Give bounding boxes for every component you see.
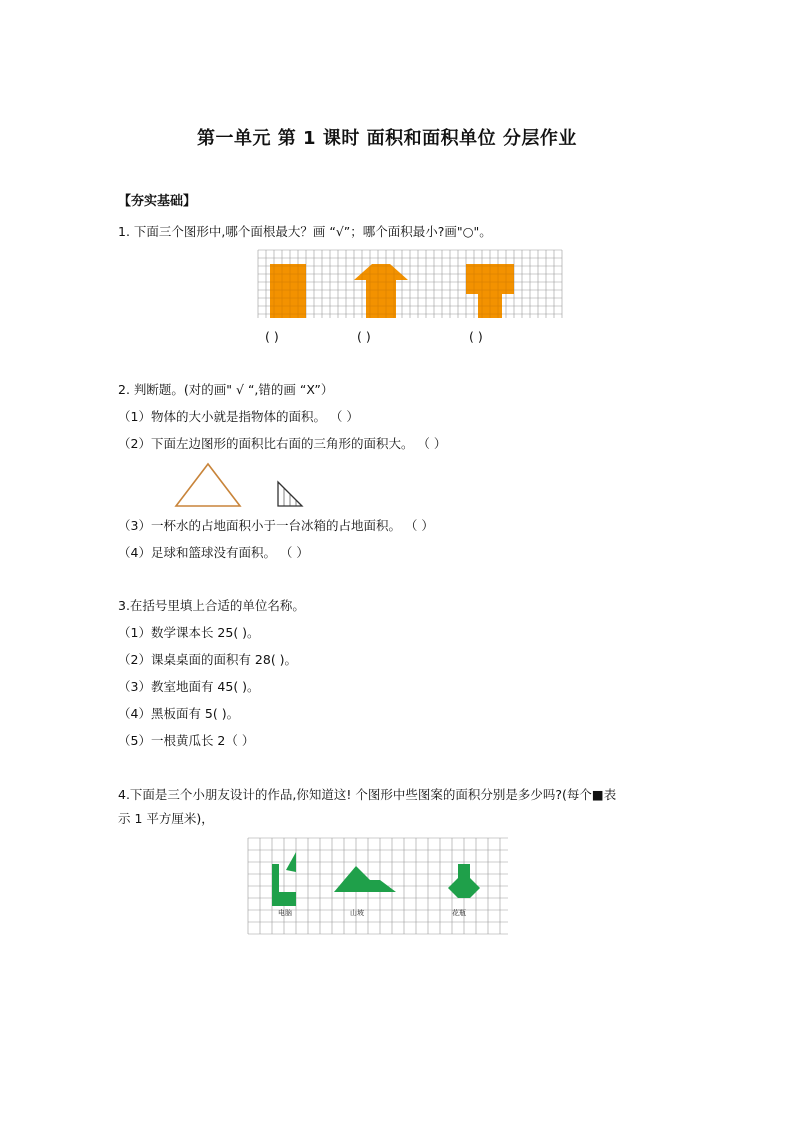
q2-item-3: （3）一杯水的占地面积小于一台冰箱的占地面积。 （ ） (118, 518, 434, 533)
q2-large-triangle (176, 464, 240, 506)
q1-grid-figure (258, 250, 562, 318)
q2-item-4: （4）足球和篮球没有面积。 （ ） (118, 545, 309, 560)
q4-text-line-2: 示 1 平方厘米)， (118, 811, 214, 826)
q4-caption-hill: 山坡 (350, 909, 364, 917)
q4-caption-vase: 花瓶 (452, 909, 466, 917)
q1-text: 1. 下面三个图形中,哪个面根最大？画 “√”；哪个面积最小?画"○"。 (118, 224, 492, 239)
q1-answer-blank-2[interactable]: ( ) (357, 329, 371, 344)
q3-item-2: （2）课桌桌面的面积有 28( )。 (118, 652, 298, 667)
q4-caption-computer: 电脑 (278, 909, 292, 917)
q2-triangles (170, 460, 310, 510)
q2-heading: 2. 判断题。(对的画" √ “,错的画 “X”） (118, 382, 334, 397)
q4-grid-figure (248, 838, 508, 934)
q3-item-3: （3）教室地面有 45( )。 (118, 679, 260, 694)
q1-answer-blank-1[interactable]: ( ) (265, 329, 279, 344)
q4-shape-hill (334, 866, 396, 892)
q2-item-2: （2）下面左边图形的面积比右面的三角形的面积大。 （ ） (118, 436, 447, 451)
q2-item-1: （1）物体的大小就是指物体的面积。 （ ） (118, 409, 359, 424)
page-title: 第一单元 第 1 课时 面积和面积单位 分层作业 (197, 128, 577, 149)
q1-shape-a (270, 264, 306, 318)
q3-heading: 3.在括号里填上合适的单位名称。 (118, 598, 305, 613)
section-heading: 【夯实基础】 (118, 194, 197, 209)
q4-shape-vase (448, 864, 480, 898)
q1-answer-blank-3[interactable]: ( ) (469, 329, 483, 344)
q3-item-5: （5）一根黄瓜长 2（ ） (118, 733, 255, 748)
q3-item-1: （1）数学课本长 25( )。 (118, 625, 260, 640)
q3-item-4: （4）黑板面有 5( )。 (118, 706, 240, 721)
q4-text-line-1: 4.下面是三个小朋友设计的作品,你知道这! 个图形中些图案的面积分别是多少吗?(每个■表 (118, 787, 617, 802)
